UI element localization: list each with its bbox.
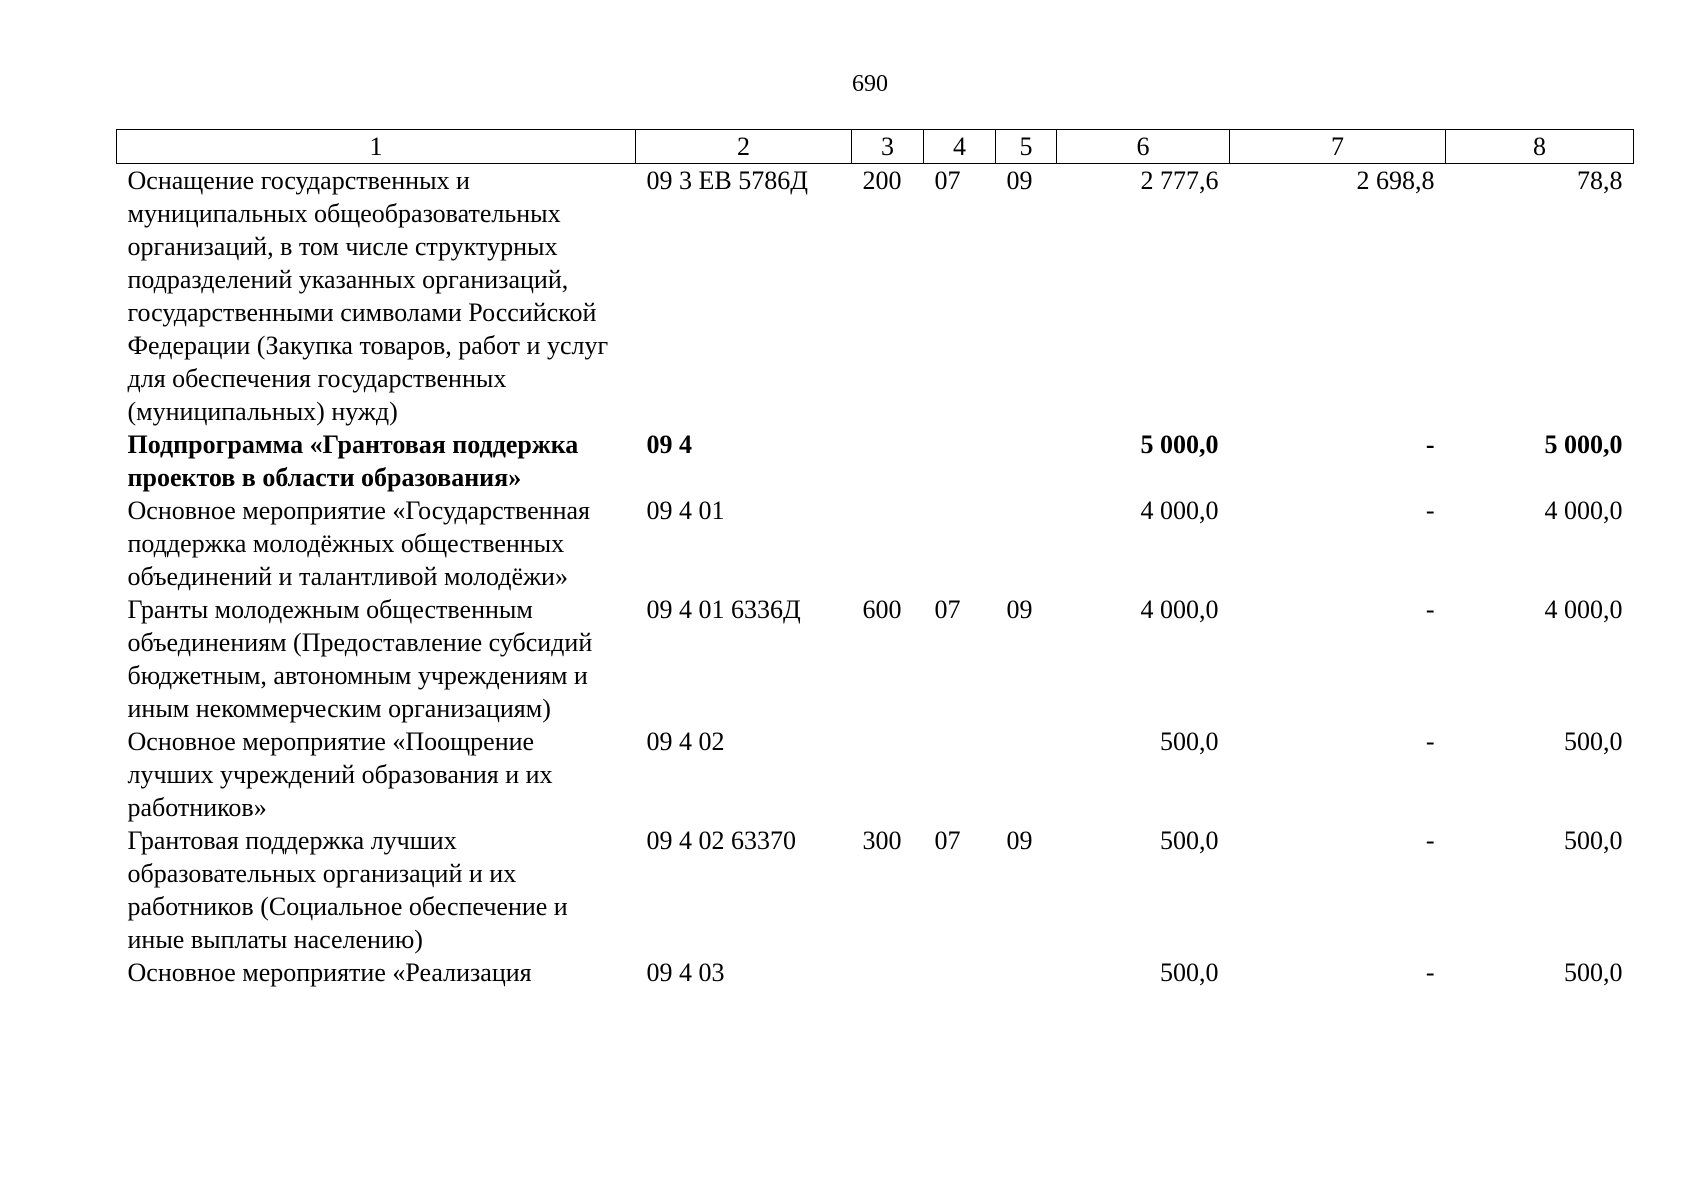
row-col7-amount: -	[1425, 430, 1435, 459]
row-col5: 09	[1006, 826, 1033, 855]
row-col7-amount: -	[1425, 958, 1435, 987]
row-col3: 200	[862, 166, 902, 195]
row-col7-amount: -	[1425, 826, 1435, 855]
row-col5	[996, 428, 1057, 494]
row-col3	[852, 956, 924, 989]
page-number: 690	[852, 71, 888, 97]
row-code: 09 4 02 63370	[646, 826, 796, 855]
row-col3	[852, 494, 924, 593]
row-col6-amount: 500,0	[1160, 826, 1219, 855]
row-col4	[924, 428, 996, 494]
row-name: Гранты молодежным общественным объединениям (Предоставление субсидий бюджетным, автономным учреждениям и иным некоммерческим организациям)	[127, 595, 593, 723]
table-row	[117, 593, 1634, 725]
row-col8-amount: 78,8	[1577, 166, 1623, 195]
row-code: 09 4 01	[646, 496, 725, 525]
row-col3: 300	[862, 826, 902, 855]
row-col4	[924, 494, 996, 593]
row-col3: 600	[862, 595, 902, 624]
row-name: Подпрограмма «Грантовая поддержка проектов в области образования»	[127, 430, 579, 492]
row-col7-amount: -	[1425, 727, 1435, 756]
table-row	[117, 494, 1634, 593]
row-col4	[924, 956, 996, 989]
budget-table	[116, 129, 1634, 989]
row-col6-amount: 4 000,0	[1140, 496, 1219, 525]
row-col7-amount: -	[1425, 595, 1435, 624]
row-col7-amount: -	[1425, 496, 1435, 525]
row-col4	[924, 725, 996, 824]
row-col7-amount: 2 698,8	[1356, 166, 1435, 195]
row-col8-amount: 5 000,0	[1544, 430, 1623, 459]
row-code: 09 3 ЕВ 5786Д	[646, 166, 808, 195]
column-header: 7	[1230, 130, 1446, 164]
row-col4: 07	[934, 166, 961, 195]
row-code: 09 4 01 6336Д	[646, 595, 801, 624]
row-code: 09 4	[646, 430, 692, 459]
column-header: 3	[852, 130, 924, 164]
row-col5: 09	[1006, 595, 1033, 624]
row-col6-amount: 4 000,0	[1140, 595, 1219, 624]
column-header: 6	[1057, 130, 1230, 164]
row-col6-amount: 2 777,6	[1140, 166, 1219, 195]
row-col8-amount: 4 000,0	[1544, 496, 1623, 525]
table-row	[117, 164, 1634, 429]
column-header: 1	[117, 130, 636, 164]
column-header: 5	[996, 130, 1057, 164]
row-col3	[852, 725, 924, 824]
row-code: 09 4 02	[646, 727, 725, 756]
row-name: Основное мероприятие «Государственная поддержка молодёжных общественных объединений и талантливой молодёжи»	[127, 496, 590, 591]
row-col8-amount: 500,0	[1564, 727, 1623, 756]
row-col6-amount: 5 000,0	[1140, 430, 1219, 459]
column-header: 8	[1446, 130, 1634, 164]
column-header: 2	[636, 130, 852, 164]
row-col8-amount: 500,0	[1564, 826, 1623, 855]
table-row	[117, 725, 1634, 824]
row-col3	[852, 428, 924, 494]
row-name: Грантовая поддержка лучших образовательных организаций и их работников (Социальное обеспечение и иные выплаты населению)	[127, 826, 568, 954]
row-col5	[996, 494, 1057, 593]
row-col8-amount: 4 000,0	[1544, 595, 1623, 624]
table-row	[117, 824, 1634, 956]
row-col8-amount: 500,0	[1564, 958, 1623, 987]
row-col5	[996, 725, 1057, 824]
row-name: Основное мероприятие «Реализация	[127, 958, 532, 987]
row-col5: 09	[1006, 166, 1033, 195]
table-row	[117, 428, 1634, 494]
row-code: 09 4 03	[646, 958, 725, 987]
row-col6-amount: 500,0	[1160, 727, 1219, 756]
row-col6-amount: 500,0	[1160, 958, 1219, 987]
row-col4: 07	[934, 826, 961, 855]
row-col4: 07	[934, 595, 961, 624]
row-name: Оснащение государственных и муниципальных общеобразовательных организаций, в том числе структурных подразделений указанных организаций, государственными символами Российской Федерации (Закупка товаров, работ и услуг для обеспечения государственных (муниципальных) нужд)	[127, 166, 609, 426]
column-header: 4	[924, 130, 996, 164]
row-col5	[996, 956, 1057, 989]
header-row	[117, 130, 1634, 164]
table-row	[117, 956, 1634, 989]
row-name: Основное мероприятие «Поощрение лучших учреждений образования и их работников»	[127, 727, 553, 822]
